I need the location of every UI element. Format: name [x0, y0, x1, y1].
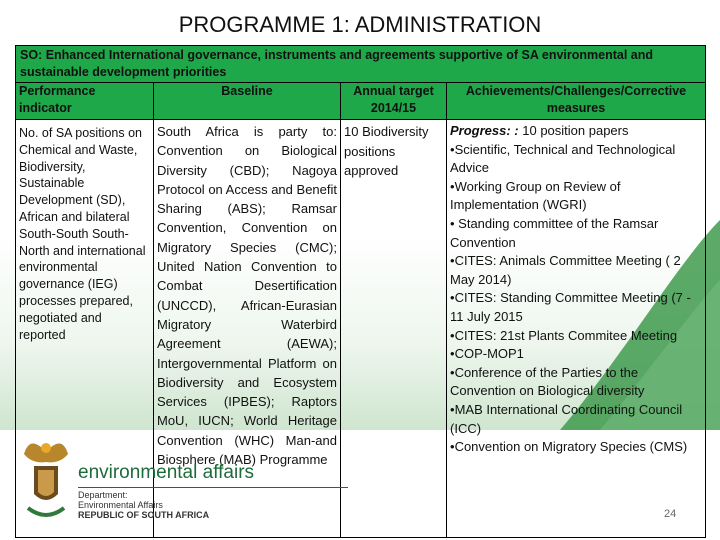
cell-target: 10 Biodiversity positions approved	[341, 120, 447, 538]
cell-indicator: No. of SA positions on Chemical and Waste, Biodiversity, Sustainable Development (SD), African and bilateral South-South South-North and international environmental governance (IEG) processes prepared, negotiated and reported	[16, 120, 154, 538]
list-item: • Working Group on Review of Implementation (WGRI)	[450, 178, 702, 215]
cell-baseline: South Africa is party to: Convention on Biological Diversity (CBD); Nagoya Protocol on Access and Benefit Sharing (ABS); Ramsar Convention, Convention on Migratory Species (CMC); United Nation Convention to Combat Desertification (UNCCD), African-Eurasian Migratory Waterbird Agreement (AEWA); Intergovernmental Platform on Biodiversity and Ecosystem Services (IPBES); Raptors MoU, IUCN; World Heritage Convention (WHC) Man-and Biosphere (MAB) Programme	[154, 120, 341, 538]
coat-of-arms-icon	[20, 434, 72, 526]
list-item: • Scientific, Technical and Technological Advice	[450, 141, 702, 178]
page-number: 24	[664, 508, 677, 520]
logo-line-1: Department:	[78, 490, 128, 500]
list-item: • MAB International Coordinating Council (ICC)	[450, 401, 702, 438]
list-item: • Convention on Migratory Species (CMS)	[450, 438, 702, 457]
list-item: • Standing committee of the Ramsar Convention	[450, 215, 702, 252]
header-baseline: Baseline	[154, 83, 341, 120]
header-achievements: Achievements/Challenges/Corrective measures	[447, 83, 706, 120]
logo-divider	[78, 487, 348, 488]
header-annual-target: Annual target 2014/15	[341, 83, 447, 120]
logo-line-3: REPUBLIC OF SOUTH AFRICA	[78, 510, 210, 520]
header-performance-indicator: Performance indicator	[16, 83, 154, 120]
progress-text: 10 position papers	[518, 123, 629, 138]
logo-name: environmental affairs	[78, 462, 255, 483]
list-item: • COP-MOP1	[450, 345, 702, 364]
logo-subtitle	[78, 490, 209, 520]
department-logo	[20, 430, 340, 530]
progress-label: Progress: :	[450, 123, 519, 138]
slide-title: PROGRAMME 1: ADMINISTRATION	[178, 12, 542, 37]
strategic-objective: SO: Enhanced International governance, instruments and agreements supportive of SA environmental and sustainable development priorities	[16, 46, 706, 83]
list-item: • CITES: Standing Committee Meeting (7 - 11 July 2015	[450, 289, 702, 326]
logo-line-2: Environmental Affairs	[78, 500, 163, 510]
cell-achievements	[447, 120, 706, 538]
list-item: • Conference of the Parties to the Convention on Biological diversity	[450, 364, 702, 401]
progress-line	[450, 122, 702, 141]
list-item: • CITES: 21st Plants Commitee Meeting	[450, 327, 702, 346]
list-item: • CITES: Animals Committee Meeting ( 2 May 2014)	[450, 252, 702, 289]
